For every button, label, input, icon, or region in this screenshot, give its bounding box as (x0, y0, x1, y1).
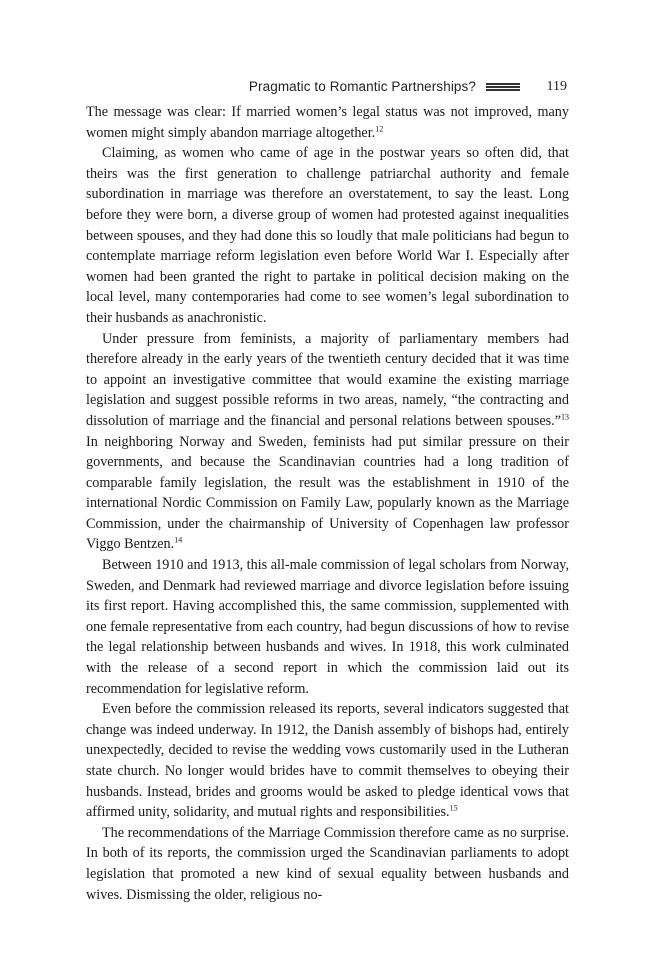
paragraph-text: Under pressure from feminists, a majority of parliamentary members had therefore already in the early years of the twentieth century decided that it was time to appoint an investigative committee that would examine the existing marriage legislation and suggest possible reforms in two areas, namely, “the contracting and dissolution of marriage and the financial and personal relations between spouses.” (86, 330, 569, 429)
paragraph-text: The recommendations of the Marriage Commission therefore came as no surprise. In both of its reports, the commission urged the Scandinavian parliaments to adopt legislation that promoted a new kind of sexual equality between husbands and wives. Dismissing the older, religious no- (86, 824, 569, 903)
paragraph-text: Even before the commission released its reports, several indicators suggested that change was indeed underway. In 1912, the Danish assembly of bishops had, entirely unexpectedly, decided to revise the wedding vows customarily used in the Lutheran state church. No longer would brides have to commit themselves to obeying their husbands. Instead, brides and grooms would be asked to pledge identical vows that affirmed unity, solidarity, and mutual rights and responsibilities. (86, 701, 569, 821)
footnote-marker: 14 (174, 535, 183, 545)
book-page (86, 76, 569, 905)
paragraph (86, 699, 569, 823)
footnote-marker: 12 (375, 123, 384, 133)
paragraph (86, 555, 569, 699)
footnote-marker: 13 (561, 412, 569, 422)
footnote-marker: 15 (449, 803, 458, 813)
paragraph (86, 329, 569, 556)
double-rule-ornament-icon (486, 83, 520, 92)
paragraph (86, 143, 569, 328)
paragraph-text: Claiming, as women who came of age in the postwar years so often did, that theirs was the first generation to challenge patriarchal authority and female subordination in marriage was therefore an overstatement, to say the least. Long before they were born, a diverse group of women had protested against inequalities between spouses, and they had done this so loudly that male politicians had begun to contemplate marriage reform legislation even before World War I. Especially after women had been granted the right to partake in political decision making on the local level, many contemporaries had come to see women’s legal subordination to their husbands as anachronistic. (86, 145, 569, 326)
paragraph (86, 823, 569, 905)
paragraph-text: In neighboring Norway and Sweden, feminists had put similar pressure on their governments, and because the Scandinavian countries had a long tradition of comparable family legislation, the result was the establishment in 1910 of the international Nordic Commission on Family Law, popularly known as the Marriage Commission, under the chairmanship of University of Copenhagen law professor Viggo Bentzen. (86, 433, 569, 553)
paragraph-text: Between 1910 and 1913, this all-male commission of legal scholars from Norway, Sweden, and Denmark had reviewed marriage and divorce legislation before issuing its first report. Having accomplished this, the same commission, supplemented with one female representative from each country, had begun discussions of how to revise the legal relationship between husbands and wives. In 1918, this work culminated with the release of a second report in which the commission laid out its recommendation for legislative reform. (86, 557, 569, 697)
paragraph (86, 102, 569, 143)
body-text (86, 102, 569, 905)
running-head-title: Pragmatic to Romantic Partnerships? (248, 79, 476, 94)
page-number: 119 (546, 79, 567, 94)
paragraph-text: The message was clear: If married women’s legal status was not improved, many women might simply abandon marriage altogether. (86, 104, 569, 141)
running-head (86, 76, 569, 98)
